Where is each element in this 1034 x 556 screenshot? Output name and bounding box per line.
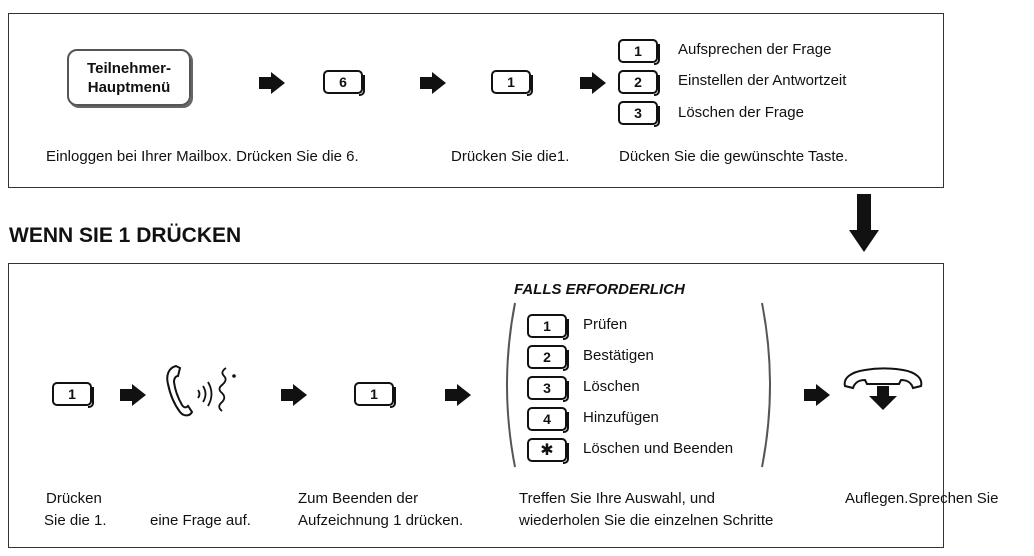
speaking-phone-icon bbox=[162, 362, 242, 420]
option-key-3: 3 bbox=[527, 376, 567, 400]
key-6: 6 bbox=[323, 70, 363, 94]
option-key-2: 2 bbox=[527, 345, 567, 369]
caption-make-selection-2: wiederholen Sie die einzelnen Schritte bbox=[519, 512, 774, 529]
key-1-start: 1 bbox=[52, 382, 92, 406]
arrow-right-icon bbox=[804, 384, 830, 406]
caption-you-the-1: Sie die 1. bbox=[44, 512, 107, 529]
key-1: 1 bbox=[491, 70, 531, 94]
caption-login: Einloggen bei Ihrer Mailbox. Drücken Sie die 6. bbox=[46, 148, 359, 165]
arrow-right-icon bbox=[120, 384, 146, 406]
arrow-right-icon bbox=[259, 72, 285, 94]
option-label-delete-question: Löschen der Frage bbox=[678, 104, 804, 121]
if-needed-heading: FALLS ERFORDERLICH bbox=[514, 281, 685, 298]
option-label-check: Prüfen bbox=[583, 316, 628, 333]
option-key-3: 3 bbox=[618, 101, 658, 125]
left-parenthesis bbox=[497, 301, 517, 469]
option-key-star: ✱ bbox=[527, 438, 567, 462]
option-key-4: 4 bbox=[527, 407, 567, 431]
caption-question: eine Frage auf. bbox=[150, 512, 251, 529]
subscriber-main-menu-box bbox=[67, 49, 191, 106]
arrow-down-icon bbox=[849, 194, 879, 252]
right-parenthesis bbox=[760, 301, 780, 469]
arrow-right-icon bbox=[445, 384, 471, 406]
arrow-right-icon bbox=[580, 72, 606, 94]
menu-box-label: Teilnehmer- Hauptmenü bbox=[87, 59, 171, 96]
arrow-right-icon bbox=[281, 384, 307, 406]
option-key-1: 1 bbox=[527, 314, 567, 338]
option-key-1: 1 bbox=[618, 39, 658, 63]
option-label-record-question: Aufsprechen der Frage bbox=[678, 41, 832, 58]
key-1-end-recording: 1 bbox=[354, 382, 394, 406]
option-label-delete: Löschen bbox=[583, 378, 640, 395]
arrow-right-icon bbox=[420, 72, 446, 94]
caption-end-recording-1: Zum Beenden der bbox=[298, 490, 419, 507]
option-label-set-response-time: Einstellen der Antwortzeit bbox=[678, 72, 847, 89]
hang-up-phone-icon bbox=[841, 364, 925, 416]
caption-hang-up: Auflegen.Sprechen Sie bbox=[845, 490, 999, 507]
option-key-2: 2 bbox=[618, 70, 658, 94]
option-label-delete-and-exit: Löschen und Beenden bbox=[583, 440, 734, 457]
caption-press: Drücken bbox=[46, 490, 102, 507]
caption-end-recording-2: Aufzeichnung 1 drücken. bbox=[298, 512, 464, 529]
caption-choose-key: Dücken Sie die gewünschte Taste. bbox=[619, 148, 849, 165]
option-label-add: Hinzufügen bbox=[583, 409, 659, 426]
caption-make-selection-1: Treffen Sie Ihre Auswahl, und bbox=[519, 490, 715, 507]
caption-press-1: Drücken Sie die1. bbox=[451, 148, 570, 165]
option-label-confirm: Bestätigen bbox=[583, 347, 654, 364]
section-title: WENN SIE 1 DRÜCKEN bbox=[9, 224, 242, 247]
